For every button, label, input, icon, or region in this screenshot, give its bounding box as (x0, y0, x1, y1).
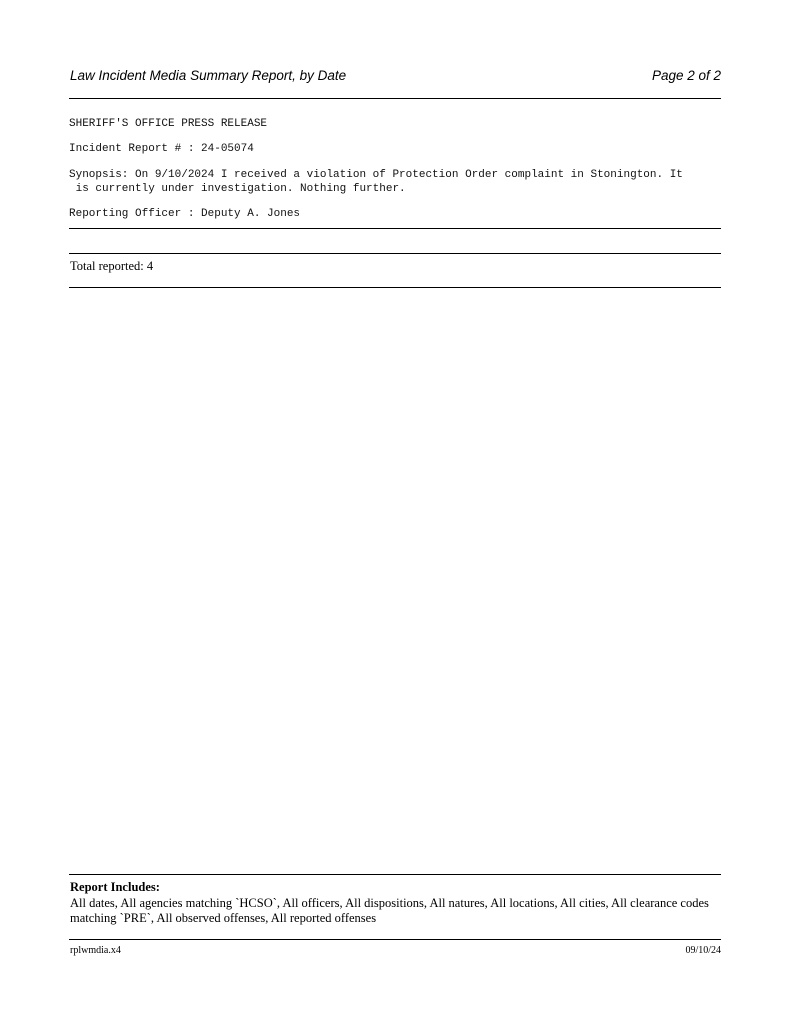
report-title: Law Incident Media Summary Report, by Date (70, 68, 347, 83)
incident-report-number: Incident Report # : 24-05074 (69, 143, 254, 155)
reporting-officer: Reporting Officer : Deputy A. Jones (69, 208, 301, 220)
report-includes-title: Report Includes: (70, 880, 160, 894)
header-divider (69, 98, 721, 99)
report-includes-body: All dates, All agencies matching `HCSO`, All officers, All dispositions, All natures, All locations, All cities, All clearance codes matching `PRE`, All observed offenses, All reported offenses (70, 896, 709, 925)
press-release-heading: SHERIFF'S OFFICE PRESS RELEASE (69, 118, 268, 130)
record-divider (69, 228, 721, 229)
total-bottom-divider (69, 287, 721, 288)
total-top-divider (69, 253, 721, 254)
synopsis-line-2: is currently under investigation. Nothing further. (69, 183, 406, 195)
footer-divider (69, 939, 721, 940)
total-reported: Total reported: 4 (70, 259, 154, 273)
page-number: Page 2 of 2 (651, 68, 721, 83)
includes-divider (69, 874, 721, 875)
program-name: rplwmdia.x4 (70, 945, 121, 956)
print-date: 09/10/24 (685, 945, 721, 956)
synopsis-line-1: Synopsis: On 9/10/2024 I received a violation of Protection Order complaint in Stonington. It (69, 169, 683, 181)
